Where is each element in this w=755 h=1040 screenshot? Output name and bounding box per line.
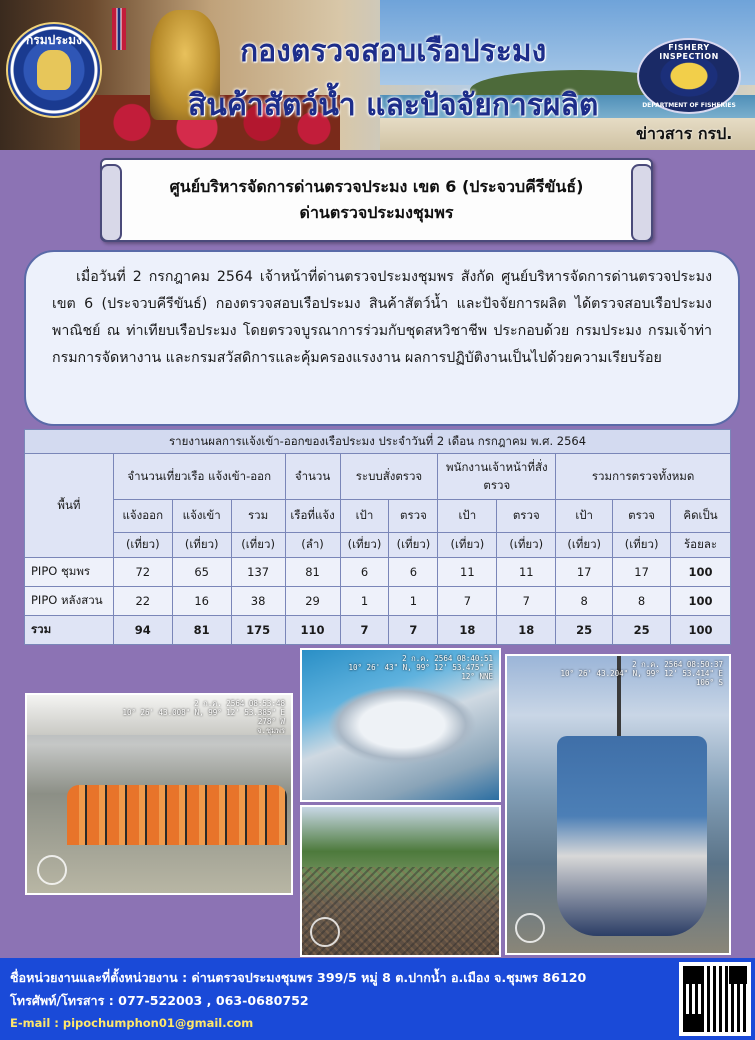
photo-team-group [25,693,293,895]
table-cell: 175 [231,616,285,645]
compass-icon [37,855,67,885]
unit-cell: (เที่ยว) [556,533,613,558]
photo-fishing-boat [505,654,731,955]
sub-header-cell: เป้า [438,500,497,533]
unit-cell: (ลำ) [285,533,340,558]
unit-cell: (เที่ยว) [389,533,438,558]
unit-cell: (เที่ยว) [231,533,285,558]
table-cell: 65 [172,558,231,587]
banner-title-line1: กองตรวจสอบเรือประมง [240,34,547,69]
footer-contact [0,958,755,1040]
seal-right-bottom-text: DEPARTMENT OF FISHERIES [642,102,736,109]
table-cell: 7 [340,616,389,645]
table-cell: 38 [231,587,285,616]
report-table [24,429,731,645]
table-caption: รายงานผลการแจ้งเข้า-ออกของเรือประมง ประจำวันที่ 2 เดือน กรกฎาคม พ.ศ. 2564 [25,430,731,454]
table-cell: 25 [556,616,613,645]
sub-header-cell: คิดเป็น [671,500,731,533]
heading-line1: ศูนย์บริหารจัดการด่านตรวจประมง เขต 6 (ประจวบคีรีขันธ์) [169,177,584,196]
footer-address: ชื่อหน่วยงานและที่ตั้งหน่วยงาน : ด่านตรวจประมงชุมพร 399/5 หมู่ 8 ต.ปากน้ำ อ.เมือง จ.ชุมพร 86120 [10,970,587,985]
thai-flag-icon [112,8,126,50]
sub-header-row [25,500,731,533]
unit-row [25,533,731,558]
unit-cell: (เที่ยว) [340,533,389,558]
qr-code-icon[interactable] [679,962,751,1036]
group-count-header: จำนวน [285,454,340,500]
row-area: PIPO หลังสวน [25,587,114,616]
table-row [25,587,731,616]
sub-header-cell: แจ้งเข้า [172,500,231,533]
table-cell: 11 [497,558,556,587]
table-cell: 137 [231,558,285,587]
table-cell: 6 [389,558,438,587]
table-cell: 100 [671,587,731,616]
table-cell: 1 [340,587,389,616]
unit-cell: (เที่ยว) [497,533,556,558]
photo-timestamp: 2 ก.ค. 2564 08:53:48 10° 26' 43.008" N, 99° 12' 53.385" E 278° W จ.ชุมพร [122,699,285,735]
center-heading-scroll [100,158,653,242]
sub-header-cell: ตรวจ [389,500,438,533]
unit-cell: ร้อยละ [671,533,731,558]
row-area: PIPO ชุมพร [25,558,114,587]
seal-right-top-text: FISHERY INSPECTION [659,43,719,61]
sub-header-cell: ตรวจ [613,500,671,533]
photo-timestamp: 2 ก.ค. 2564 08:40:51 10° 26' 43" N, 99° 12' 53.475" E 12° NNE [348,654,493,681]
table-cell: 8 [613,587,671,616]
footer-email[interactable]: E-mail : pipochumphon01@gmail.com [10,1016,254,1030]
sub-header-cell: ตรวจ [497,500,556,533]
table-cell: 17 [556,558,613,587]
table-cell: 18 [497,616,556,645]
header-banner [0,0,755,150]
department-of-fisheries-seal-icon [6,22,102,118]
table-cell: 81 [285,558,340,587]
heading-line2: ด่านตรวจประมงชุมพร [299,203,454,222]
seal-left-text: กรมประมง [26,33,82,47]
compass-icon [310,917,340,947]
table-cell: 7 [438,587,497,616]
sub-header-cell: เป้า [556,500,613,533]
group-trips-header: จำนวนเที่ยวเรือ แจ้งเข้า-ออก [113,454,285,500]
table-cell: 94 [113,616,172,645]
fishery-inspection-logo-icon [637,38,741,114]
table-cell: 11 [438,558,497,587]
unit-cell: (เที่ยว) [113,533,172,558]
table-cell: 7 [497,587,556,616]
table-cell: 25 [613,616,671,645]
footer-phone: โทรศัพท์/โทรสาร : 077-522003 , 063-0680752 [10,993,309,1008]
compass-icon [515,913,545,943]
news-body [24,250,740,426]
unit-cell: (เที่ยว) [172,533,231,558]
table-cell: 72 [113,558,172,587]
photo-fish-catch [300,648,501,802]
group-total-header: รวมการตรวจทั้งหมด [556,454,731,500]
row-area: รวม [25,616,114,645]
sub-header-cell: แจ้งออก [113,500,172,533]
sub-header-cell: เป้า [340,500,389,533]
photo-fishing-net [300,805,501,957]
table-cell: 81 [172,616,231,645]
table-cell: 110 [285,616,340,645]
table-cell: 8 [556,587,613,616]
news-tag: ข่าวสาร กรป. [636,124,733,143]
unit-cell: (เที่ยว) [438,533,497,558]
table-cell: 18 [438,616,497,645]
table-cell: 22 [113,587,172,616]
table-row [25,558,731,587]
table-total-row [25,616,731,645]
photo-timestamp: 2 ก.ค. 2564 08:50:37 10° 26' 43.204" N, 99° 12' 53.414" E 106° S [560,660,723,687]
unit-cell: (เที่ยว) [613,533,671,558]
banner-title-line2: สินค้าสัตว์น้ำ และปัจจัยการผลิต [188,88,599,123]
table-cell: 6 [340,558,389,587]
sub-header-cell: เรือที่แจ้ง [285,500,340,533]
col-area-header: พื้นที่ [25,454,114,558]
table-cell: 29 [285,587,340,616]
table-cell: 100 [671,616,731,645]
group-system-header: ระบบสั่งตรวจ [340,454,438,500]
table-cell: 7 [389,616,438,645]
sub-header-cell: รวม [231,500,285,533]
table-cell: 100 [671,558,731,587]
group-officer-header: พนักงานเจ้าหน้าที่สั่งตรวจ [438,454,556,500]
table-cell: 16 [172,587,231,616]
table-cell: 17 [613,558,671,587]
table-cell: 1 [389,587,438,616]
news-paragraph: เมื่อวันที่ 2 กรกฎาคม 2564 เจ้าหน้าที่ด่านตรวจประมงชุมพร สังกัด ศูนย์บริหารจัดการด่านตรวจประมงเขต 6 (ประจวบคีรีขันธ์) กองตรวจสอบเรือประมง สินค้าสัตว์น้ำ และปัจจัยการผลิต ได้ตรวจสอบเรือประมงพาณิชย์ ณ ท่าเทียบเรือประมง โดยตรวจบูรณาการร่วมกับชุดสหวิชาชีพ ประกอบด้วย กรมประมง กรมเจ้าท่า กรมการจัดหางาน และกรมสวัสดิการและคุ้มครองแรงงาน ผลการปฏิบัติงานเป็นไปด้วยความเรียบร้อย [52,269,712,366]
